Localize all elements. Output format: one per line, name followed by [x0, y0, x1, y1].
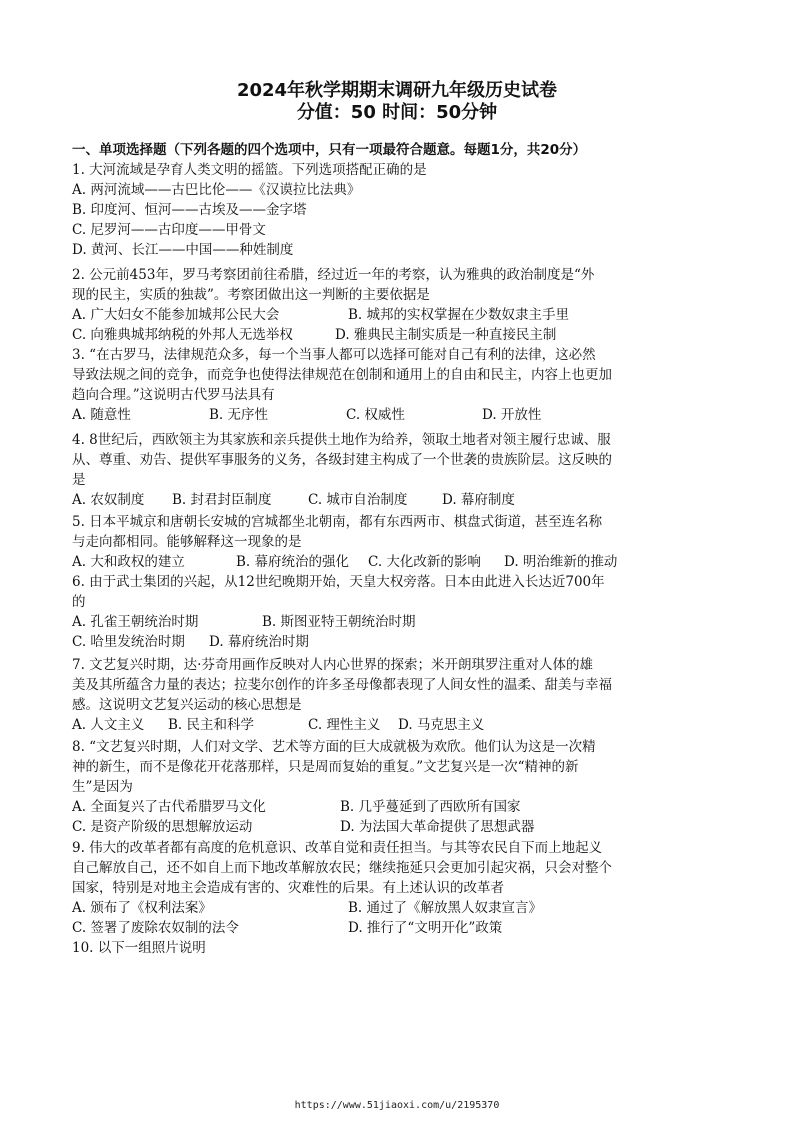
- question-6-option-d: D. 幕府统治时期: [209, 634, 309, 650]
- question-5-option-a: A. 大和政权的建立: [72, 554, 185, 570]
- question-4-option-a: A. 农奴制度: [72, 492, 145, 508]
- question-2-option-a: A. 广大妇女不能参加城邦公民大会: [72, 307, 280, 323]
- question-1-option-c: C. 尼罗河——古印度——甲骨文: [72, 222, 266, 238]
- question-9-option-a: A. 颁布了《权利法案》: [72, 900, 212, 916]
- question-2-option-b: B. 城邦的实权掌握在少数奴隶主手里: [348, 307, 570, 323]
- question-2-stem-line-2: 现的民主，实质的独裁”。考察团做出这一判断的主要依据是: [72, 287, 430, 303]
- question-2-stem-line-1: 2. 公元前453年，罗马考察团前往希腊，经过近一年的考察，认为雅典的政治制度是“外: [72, 267, 595, 283]
- question-3-option-a: A. 随意性: [72, 407, 131, 423]
- question-4-option-c: C. 城市自治制度: [308, 492, 408, 508]
- question-4-option-b: B. 封君封臣制度: [172, 492, 272, 508]
- question-6-stem-line-1: 6. 由于武士集团的兴起，从12世纪晚期开始，天皇大权旁落。日本由此进入长达近700年: [72, 574, 605, 590]
- question-5-option-b: B. 幕府统治的强化: [236, 554, 350, 570]
- question-8-stem-line-2: 神的新生，而不是像花开花落那样，只是周而复始的重复。”文艺复兴是一次“精神的新: [72, 759, 579, 775]
- question-8-stem-line-1: 8. “文艺复兴时期，人们对文学、艺术等方面的巨大成就极为欢欣。他们认为这是一次精: [72, 739, 596, 755]
- question-5-option-d: D. 明治维新的推动: [504, 554, 618, 570]
- question-6-option-b: B. 斯图亚特王朝统治时期: [262, 614, 416, 630]
- question-5-stem-line-2: 与走向都相同。能够解释这一现象的是: [72, 534, 302, 550]
- question-6-option-c: C. 哈里发统治时期: [72, 634, 185, 650]
- question-3-stem-line-3: 趋向合理。”这说明古代罗马法具有: [72, 387, 275, 403]
- question-3-option-b: B. 无序性: [209, 407, 269, 423]
- question-10-stem: 10. 以下一组照片说明: [72, 940, 206, 956]
- question-7-option-c: C. 理性主义: [308, 717, 381, 733]
- question-3-option-c: C. 权威性: [346, 407, 405, 423]
- question-5-option-c: C. 大化改新的影响: [368, 554, 481, 570]
- question-9-option-b: B. 通过了《解放黑人奴隶宣言》: [348, 900, 543, 916]
- question-7-option-b: B. 民主和科学: [168, 717, 255, 733]
- question-1-stem: 1. 大河流域是孕育人类文明的摇篮。下列选项搭配正确的是: [72, 162, 427, 178]
- question-7-stem-line-2: 美及其所蕴含力量的表达；拉斐尔创作的许多圣母像都表现了人间女性的温柔、甜美与幸福: [72, 677, 612, 693]
- question-9-stem-line-3: 国家，特别是对地主会造成有害的、灾难性的后果。有上述认识的改革者: [72, 880, 504, 896]
- question-5-stem-line-1: 5. 日本平城京和唐朝长安城的宫城都坐北朝南，都有东西两市、棋盘式街道，甚至连名称: [72, 514, 603, 530]
- question-2-option-d: D. 雅典民主制实质是一种直接民主制: [335, 327, 557, 343]
- question-1-option-b: B. 印度河、恒河——古埃及——金字塔: [72, 202, 307, 218]
- question-7-option-d: D. 马克思主义: [398, 717, 485, 733]
- footer-url[interactable]: https://www.51jiaoxi.com/u/2195370: [294, 1100, 500, 1111]
- question-8-stem-line-3: 生”是因为: [72, 779, 133, 795]
- question-4-option-d: D. 幕府制度: [442, 492, 515, 508]
- question-3-stem-line-2: 导致法规之间的竞争，而竞争也使得法律规范在创制和通用上的自由和民主，内容上也更加: [72, 367, 612, 383]
- question-2-option-c: C. 向雅典城邦纳税的外邦人无选举权: [72, 327, 293, 343]
- question-8-option-b: B. 几乎蔓延到了西欧所有国家: [340, 799, 521, 815]
- question-7-option-a: A. 人文主义: [72, 717, 145, 733]
- question-9-stem-line-2: 自己解放自己，还不如自上而下地改革解放农民；继续拖延只会更加引起灾祸，只会对整个: [72, 860, 612, 876]
- question-8-option-d: D. 为法国大革命提供了思想武器: [340, 819, 535, 835]
- section-heading: 一、单项选择题（下列各题的四个选项中，只有一项最符合题意。每题1分，共20分）: [72, 142, 587, 158]
- question-1-option-d: D. 黄河、长江——中国——种姓制度: [72, 242, 294, 258]
- question-7-stem-line-1: 7. 文艺复兴时期，达·芬奇用画作反映对人内心世界的探索；米开朗琪罗注重对人体的雄: [72, 657, 593, 673]
- question-9-stem-line-1: 9. 伟大的改革者都有高度的危机意识、改革自觉和责任担当。与其等农民自下而上地起义: [72, 840, 603, 856]
- question-3-stem-line-1: 3. “在古罗马，法律规范众多，每一个当事人都可以选择可能对自己有利的法律，这必然: [72, 347, 596, 363]
- question-9-option-c: C. 签署了废除农奴制的法令: [72, 920, 239, 936]
- question-6-stem-line-2: 的: [72, 594, 86, 610]
- question-4-stem-line-2: 从、尊重、劝告、提供军事服务的义务，各级封建主构成了一个世袭的贵族阶层。这反映的: [72, 452, 612, 468]
- exam-subtitle: 分值：50 时间：50分钟: [296, 102, 498, 123]
- question-4-stem-line-1: 4. 8世纪后，西欧领主为其家族和亲兵提供土地作为给养，领取土地者对领主履行忠诚、服: [72, 432, 611, 448]
- question-4-stem-line-3: 是: [72, 472, 86, 488]
- question-1-option-a: A. 两河流域——古巴比伦——《汉谟拉比法典》: [72, 182, 361, 198]
- exam-title: 2024年秋学期期末调研九年级历史试卷: [236, 80, 558, 101]
- question-3-option-d: D. 开放性: [482, 407, 542, 423]
- question-7-stem-line-3: 感。这说明文艺复兴运动的核心思想是: [72, 697, 302, 713]
- question-6-option-a: A. 孔雀王朝统治时期: [72, 614, 199, 630]
- question-9-option-d: D. 推行了“文明开化”政策: [348, 920, 503, 936]
- question-8-option-c: C. 是资产阶级的思想解放运动: [72, 819, 253, 835]
- question-8-option-a: A. 全面复兴了古代希腊罗马文化: [72, 799, 266, 815]
